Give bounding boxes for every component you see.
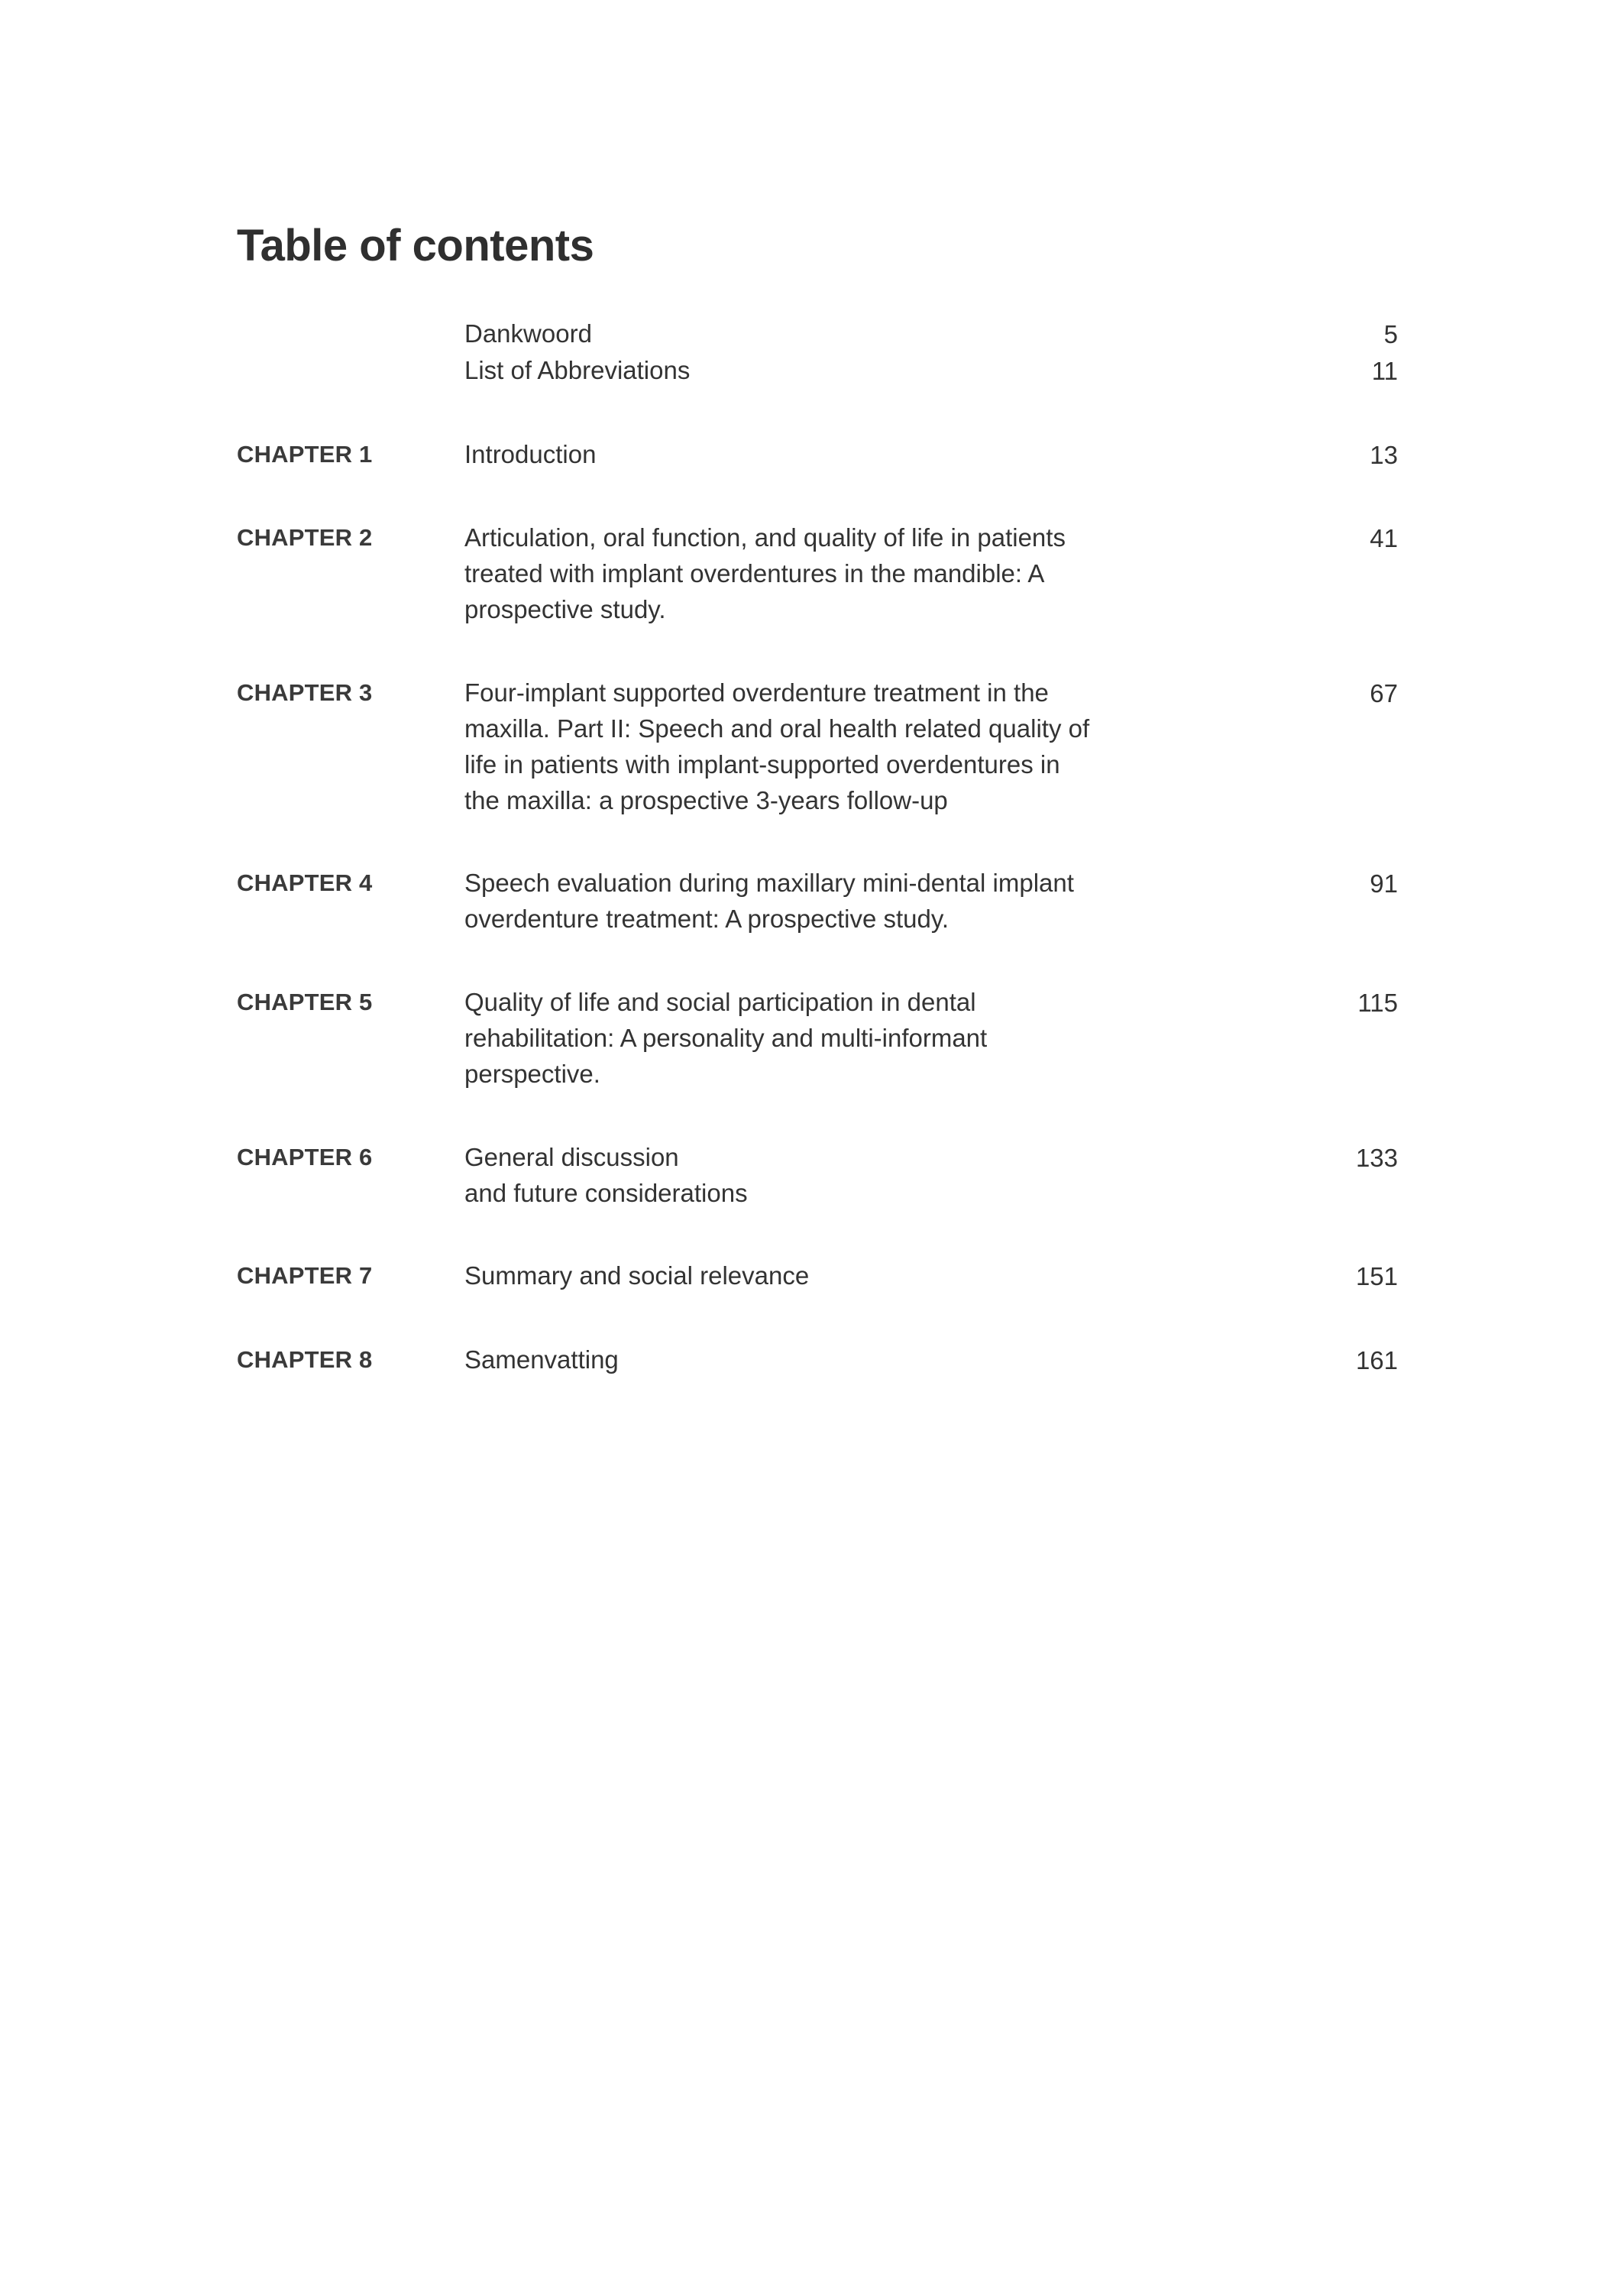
toc-entry-title-line: Speech evaluation during maxillary mini-dental implant	[464, 869, 1074, 898]
toc-entry-page-number: 91	[1370, 869, 1398, 898]
toc-entry-chapter-2[interactable]	[237, 520, 1398, 628]
toc-entry-title-line: overdenture treatment: A prospective study.	[464, 905, 949, 934]
toc-entry-page-number: 13	[1370, 440, 1398, 469]
toc-entry-chapter-4[interactable]	[237, 866, 1398, 937]
toc-content	[237, 222, 1398, 1379]
toc-entry-chapter-label: CHAPTER 8	[237, 1346, 373, 1374]
toc-entry-chapter-6[interactable]	[237, 1140, 1398, 1212]
toc-entry-list-of-abbreviations[interactable]	[237, 353, 1398, 390]
toc-entry-chapter-8[interactable]	[237, 1342, 1398, 1379]
toc-entry-title-line: Introduction	[464, 439, 597, 468]
toc-entry-page-number: 67	[1370, 678, 1398, 707]
toc-entry-title-line: List of Abbreviations	[464, 355, 691, 384]
toc-entry-page-number: 41	[1370, 524, 1398, 553]
toc-entry-page-number: 151	[1355, 1262, 1398, 1291]
toc-entry-page-number: 161	[1355, 1346, 1398, 1375]
toc-entry-title	[464, 520, 1306, 628]
page-title: Table of contents	[237, 221, 594, 270]
toc-entry-chapter-5[interactable]	[237, 985, 1398, 1093]
toc-entry-title	[464, 316, 1306, 352]
toc-entry-chapter-label: CHAPTER 3	[237, 678, 373, 706]
toc-entry-title-line: Articulation, oral function, and quality of life in patients	[464, 523, 1066, 552]
toc-entry-title-line: Summary and social relevance	[464, 1261, 810, 1290]
toc-chapter-list	[237, 437, 1398, 1380]
toc-entry-dankwoord[interactable]	[237, 316, 1398, 353]
toc-entry-title	[464, 437, 1306, 473]
toc-entry-title-line: rehabilitation: A personality and multi-informant	[464, 1023, 988, 1052]
toc-entry-chapter-3[interactable]	[237, 675, 1398, 818]
toc-entry-chapter-label: CHAPTER 5	[237, 989, 373, 1016]
toc-entry-title-line: prospective study.	[464, 595, 666, 624]
toc-entry-title-line: Quality of life and social participation in dental	[464, 988, 976, 1017]
toc-entry-chapter-label: CHAPTER 6	[237, 1143, 373, 1170]
toc-entry-title-line: life in patients with implant-supported overdentures in	[464, 749, 1060, 779]
toc-entry-title-line: and future considerations	[464, 1178, 748, 1207]
toc-entry-title-line: Dankwoord	[464, 319, 592, 348]
toc-front-matter-list	[237, 316, 1398, 390]
toc-entry-title	[464, 675, 1306, 818]
toc-entry-title-line: General discussion	[464, 1142, 679, 1171]
toc-entry-page-number: 133	[1355, 1143, 1398, 1172]
toc-entry-title-line: perspective.	[464, 1059, 600, 1088]
toc-entry-chapter-1[interactable]	[237, 437, 1398, 474]
toc-entry-title-line: Four-implant supported overdenture treatment in the	[464, 678, 1049, 707]
toc-entry-chapter-label: CHAPTER 2	[237, 524, 373, 552]
toc-entry-page-number: 115	[1357, 989, 1398, 1018]
toc-entry-title-line: the maxilla: a prospective 3-years follow-up	[464, 785, 948, 814]
toc-entry-title-line: treated with implant overdentures in the mandible: A	[464, 559, 1045, 588]
toc-entry-title-line: Samenvatting	[464, 1345, 619, 1374]
toc-entry-title	[464, 866, 1306, 937]
toc-entry-title	[464, 353, 1306, 389]
toc-entry-chapter-label: CHAPTER 7	[237, 1262, 373, 1290]
toc-entry-title	[464, 985, 1306, 1093]
toc-entry-title	[464, 1258, 1306, 1294]
toc-entry-chapter-label	[237, 353, 464, 354]
toc-entry-chapter-label: CHAPTER 1	[237, 440, 373, 468]
toc-entry-title	[464, 1342, 1306, 1378]
toc-entry-chapter-7[interactable]	[237, 1258, 1398, 1295]
toc-entry-title	[464, 1140, 1306, 1212]
toc-entry-page-number: 11	[1371, 356, 1398, 385]
toc-entry-chapter-label	[237, 316, 464, 317]
toc-entry-page-number: 5	[1383, 319, 1398, 348]
toc-entry-chapter-label: CHAPTER 4	[237, 869, 373, 897]
toc-entry-title-line: maxilla. Part II: Speech and oral health related quality of	[464, 714, 1090, 743]
